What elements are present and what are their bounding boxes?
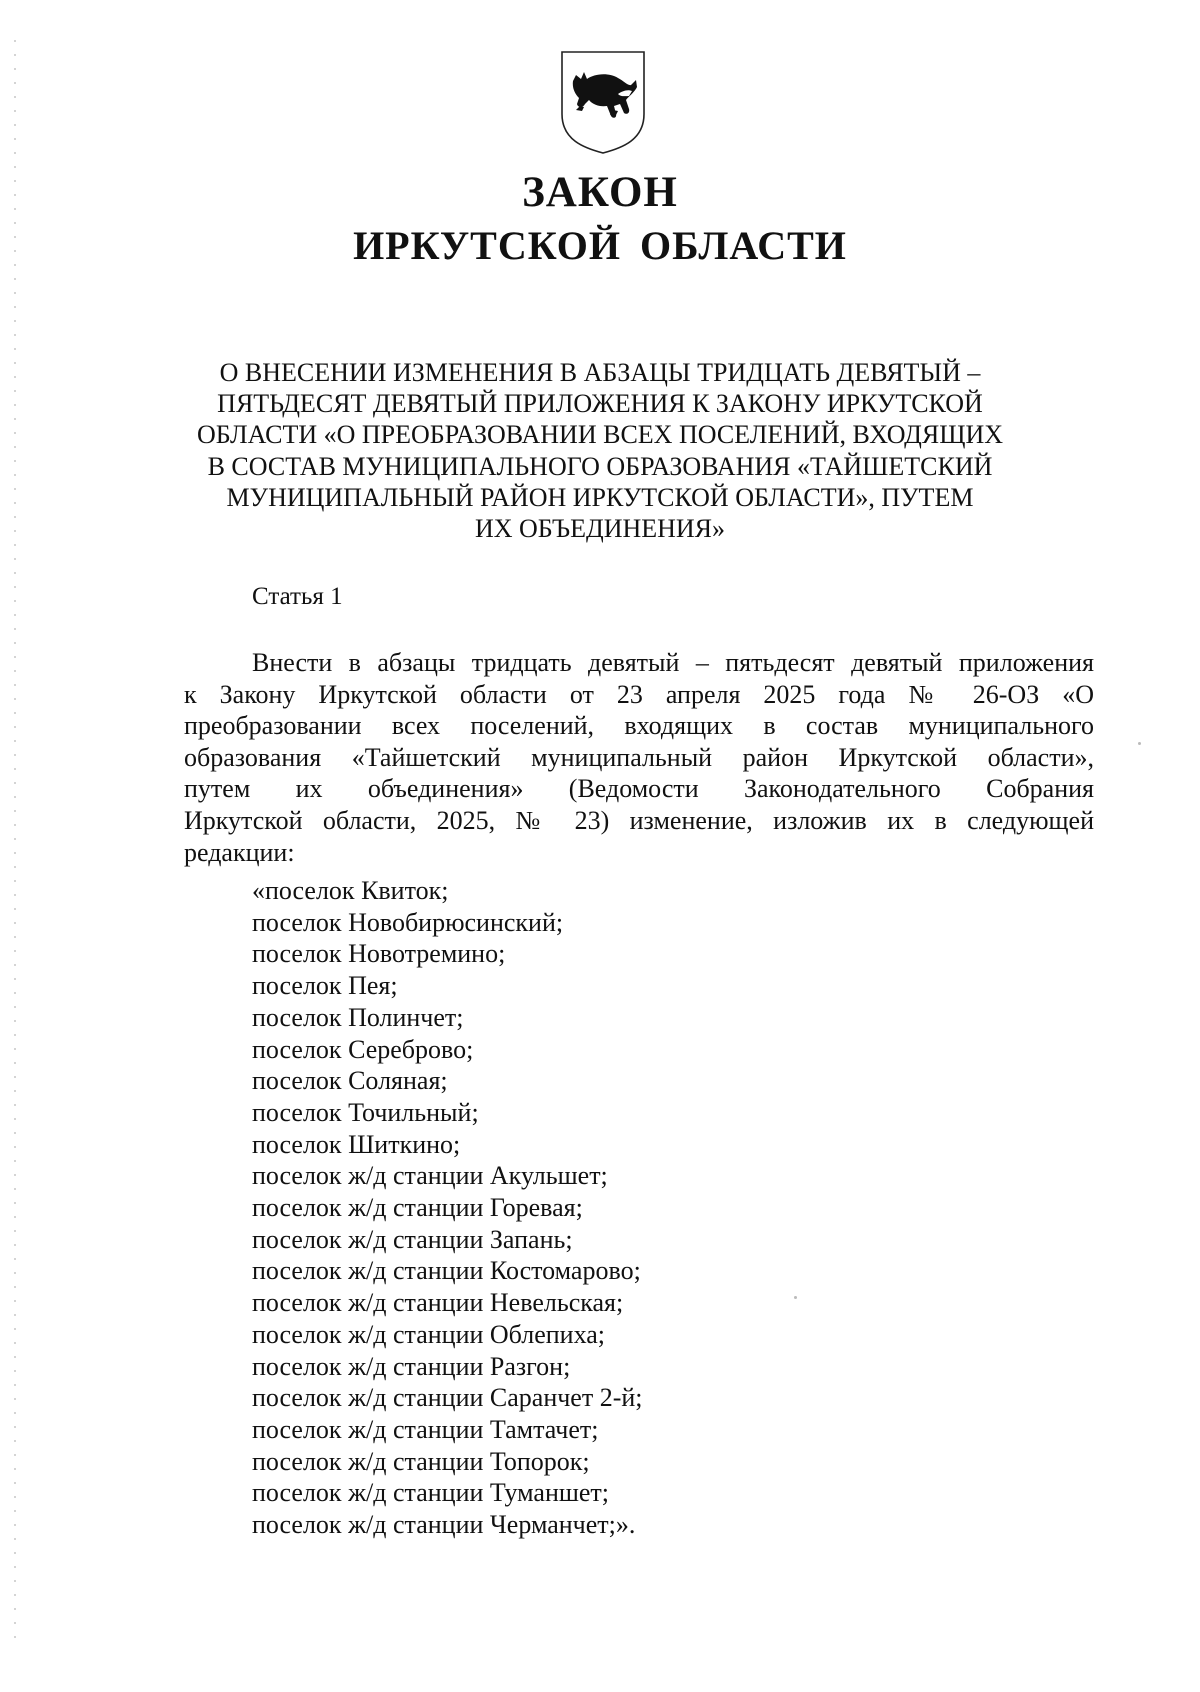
body-line: преобразовании всех поселений, входящих в состав муниципального	[184, 711, 1094, 741]
list-item: поселок ж/д станции Горевая;	[252, 1193, 583, 1223]
list-item: поселок ж/д станции Облепиха;	[252, 1319, 606, 1349]
scan-speck	[1138, 742, 1141, 745]
irkutsk-coat-of-arms-icon	[558, 48, 648, 156]
scan-speck	[794, 1296, 797, 1299]
body-line: редакции:	[184, 837, 295, 867]
settlement-list	[252, 875, 643, 1541]
list-item: поселок Сереброво;	[252, 1034, 474, 1064]
list-item: поселок Полинчет;	[252, 1002, 464, 1032]
list-item: поселок Пея;	[252, 971, 398, 1001]
body-line: Внести в абзацы тридцать девятый – пятьдесят девятый приложения	[252, 648, 1094, 677]
list-item: поселок ж/д станции Акульшет;	[252, 1161, 608, 1191]
body-line: образования «Тайшетский муниципальный район Иркутской области»,	[184, 742, 1094, 772]
article-label: Статья 1	[252, 583, 343, 610]
article-body-paragraph	[184, 647, 1094, 868]
list-item: «поселок Квиток;	[252, 876, 449, 905]
list-item: поселок ж/д станции Саранчет 2-й;	[252, 1383, 643, 1413]
body-line: Иркутской области, 2025, № 23) изменение, изложив их в следующей	[184, 805, 1094, 835]
list-item: поселок ж/д станции Запань;	[252, 1224, 573, 1254]
heading-line: ПЯТЬДЕСЯТ ДЕВЯТЫЙ ПРИЛОЖЕНИЯ К ЗАКОНУ ИРКУТСКОЙ	[217, 389, 983, 419]
list-item: поселок ж/д станции Тамтачет;	[252, 1414, 599, 1444]
law-title: ЗАКОН	[522, 169, 678, 216]
list-item: поселок Соляная;	[252, 1066, 448, 1096]
list-item: поселок ж/д станции Туманшет;	[252, 1478, 610, 1508]
body-line: к Закону Иркутской области от 23 апреля 2025 года № 26-ОЗ «О	[184, 679, 1094, 709]
region-title: ИРКУТСКОЙ ОБЛАСТИ	[353, 223, 847, 268]
list-item: поселок ж/д станции Топорок;	[252, 1446, 590, 1476]
heading-line: ОБЛАСТИ «О ПРЕОБРАЗОВАНИИ ВСЕХ ПОСЕЛЕНИЙ, ВХОДЯЩИХ	[196, 420, 1004, 450]
heading-line: МУНИЦИПАЛЬНЫЙ РАЙОН ИРКУТСКОЙ ОБЛАСТИ», ПУТЕМ	[226, 482, 974, 512]
body-line: путем их объединения» (Ведомости Законодательного Собрания	[184, 774, 1094, 804]
list-item: поселок Шиткино;	[252, 1129, 461, 1159]
list-item: поселок Точильный;	[252, 1097, 479, 1127]
heading-line: О ВНЕСЕНИИ ИЗМЕНЕНИЯ В АБЗАЦЫ ТРИДЦАТЬ ДЕВЯТЫЙ –	[219, 358, 981, 387]
list-item: поселок ж/д станции Костомарово;	[252, 1256, 641, 1286]
list-item: поселок Новотремино;	[252, 939, 506, 969]
list-item: поселок Новобирюсинский;	[252, 907, 564, 937]
list-item: поселок ж/д станции Разгон;	[252, 1351, 571, 1381]
list-item: поселок ж/д станции Черманчет;».	[252, 1510, 636, 1540]
law-heading	[150, 357, 1050, 544]
scan-margin-artifact	[14, 40, 16, 1640]
heading-line: ИХ ОБЪЕДИНЕНИЯ»	[474, 514, 726, 544]
list-item: поселок ж/д станции Невельская;	[252, 1288, 624, 1318]
heading-line: В СОСТАВ МУНИЦИПАЛЬНОГО ОБРАЗОВАНИЯ «ТАЙШЕТСКИЙ	[207, 451, 993, 481]
